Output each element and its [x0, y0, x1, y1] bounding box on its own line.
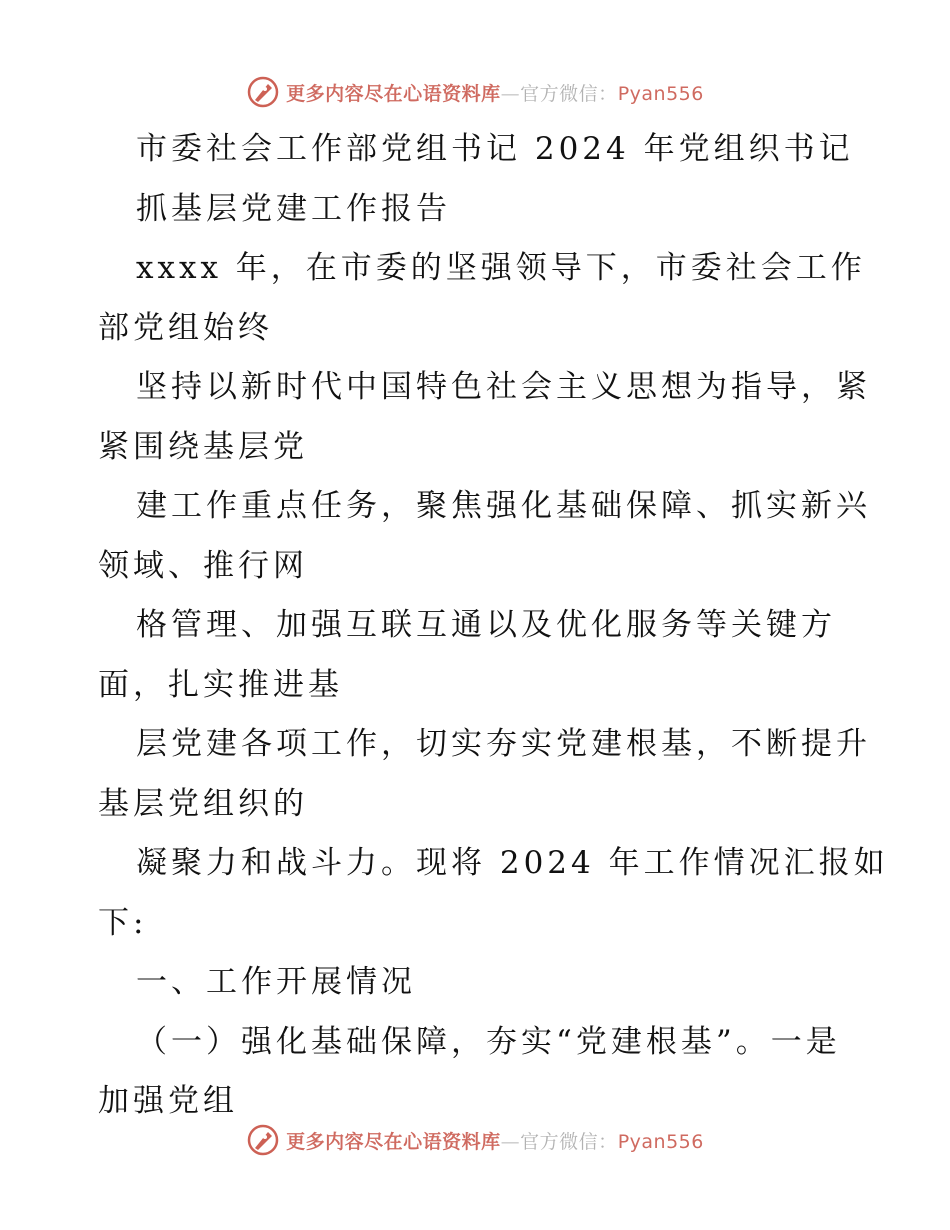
paragraph-line: 凝聚力和战斗力。现将 2024 年工作情况汇报如: [136, 845, 889, 881]
footer-banner: [0, 1118, 950, 1162]
header-banner: [0, 70, 950, 114]
document-title-line-2: 抓基层党建工作报告: [136, 190, 451, 227]
section-heading: 一、工作开展情况: [136, 964, 416, 1000]
footer-banner-dash: —: [500, 1130, 521, 1153]
paragraph-line: 层党建各项工作，切实夯实党建根基，不断提升: [136, 726, 871, 762]
paragraph-line: 建工作重点任务，聚焦强化基础保障、抓实新兴: [136, 488, 871, 524]
paragraph-line: 下:: [98, 904, 148, 941]
paragraph-line: 基层党组织的: [98, 785, 308, 822]
pen-nib-logo-icon: [246, 1123, 280, 1157]
header-wechat-id: Pyan556: [617, 82, 704, 105]
paragraph-line: xxxx 年，在市委的坚强领导下，市委社会工作: [136, 250, 866, 286]
header-banner-dash: —: [500, 82, 521, 105]
paragraph-line: 部党组始终: [98, 309, 273, 346]
paragraph-line: 坚持以新时代中国特色社会主义思想为指导，紧: [136, 369, 871, 405]
paragraph-line: 加强党组: [98, 1083, 238, 1119]
paragraph-line: 面，扎实推进基: [98, 666, 343, 703]
pen-nib-logo-icon: [246, 75, 280, 109]
document-title-line-1: 市委社会工作部党组书记 2024 年党组织书记: [136, 131, 854, 167]
header-wechat-label: 官方微信：: [520, 82, 618, 105]
paragraph-line: 紧围绕基层党: [98, 428, 308, 465]
footer-banner-title: 更多内容尽在心语资料库: [286, 1130, 501, 1153]
footer-wechat-label: 官方微信：: [520, 1130, 618, 1153]
subsection-heading-line: （一）强化基础保障，夯实“党建根基”。一是: [136, 1023, 841, 1060]
header-banner-text: [286, 79, 704, 106]
footer-banner-text: [286, 1127, 704, 1154]
paragraph-line: 格管理、加强互联互通以及优化服务等关键方: [136, 607, 836, 643]
header-banner-title: 更多内容尽在心语资料库: [286, 82, 501, 105]
document-body: [98, 120, 889, 1132]
paragraph-line: 领域、推行网: [98, 547, 308, 584]
footer-wechat-id: Pyan556: [617, 1130, 704, 1153]
